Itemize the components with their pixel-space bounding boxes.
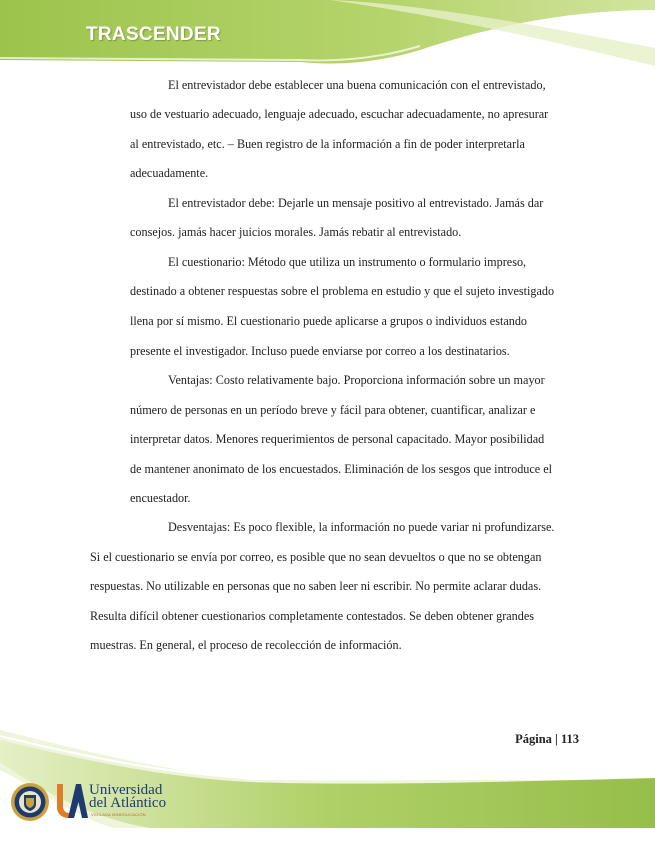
text-line: consejos. jamás hacer juicios morales. Jamás rebatir al entrevistado. [130,225,462,239]
text-line: Resulta difícil obtener cuestionarios completamente contestados. Se deben obtener grandes [90,609,535,623]
text-line: destinado a obtener respuestas sobre el problema en estudio y que el sujeto investigado [130,284,555,298]
brand-title: TRASCENDER [86,24,221,45]
text-line: respuestas. No utilizable en personas que no saben leer ni escribir. No permite aclarar dudas. [90,579,542,593]
text-line: número de personas en un período breve y fácil para obtener, cuantificar, analizar e [130,403,536,417]
university-logo-icon [54,780,88,820]
text-line: muestras. En general, el proceso de recolección de información. [90,638,402,652]
text-line: El cuestionario: Método que utiliza un instrumento o formulario impreso, [168,255,527,269]
text-line: El entrevistador debe: Dejarle un mensaje positivo al entrevistado. Jamás dar [168,196,544,210]
text-line: al entrevistado, etc. – Buen registro de la información a fin de poder interpretarla [130,137,525,151]
footer-banner [0,700,655,848]
text-line: llena por sí mismo. El cuestionario puede aplicarse a grupos o individuos estando [130,314,528,328]
text-line: El entrevistador debe establecer una buena comunicación con el entrevistado, [168,78,546,92]
text-line: interpretar datos. Menores requerimientos de personal capacitado. Mayor posibilidad [130,432,545,446]
university-name-line1: Universidad [89,782,163,798]
text-line: Ventajas: Costo relativamente bajo. Proporciona información sobre un mayor [168,373,545,387]
university-subtitle: VIGILADA MINEDUCACIÓN [91,812,146,817]
university-seal-icon [10,782,50,822]
text-line: presente el investigador. Incluso puede enviarse por correo a los destinatarios. [130,344,510,358]
text-line: adecuadamente. [130,166,209,180]
text-line: uso de vestuario adecuado, lenguaje adecuado, escuchar adecuadamente, no apresurar [130,107,549,121]
text-line: encuestador. [130,491,191,505]
university-name-line2: del Atlántico [89,795,167,811]
university-name [89,784,166,810]
text-line: de mantener anonimato de los encuestados. Eliminación de los sesgos que introduce el [130,462,553,476]
text-line: Desventajas: Es poco flexible, la información no puede variar ni profundizarse. [168,520,555,534]
text-line: Si el cuestionario se envía por correo, es posible que no sean devueltos o que no se obtengan [90,550,542,564]
page-number: Página | 113 [515,732,579,746]
